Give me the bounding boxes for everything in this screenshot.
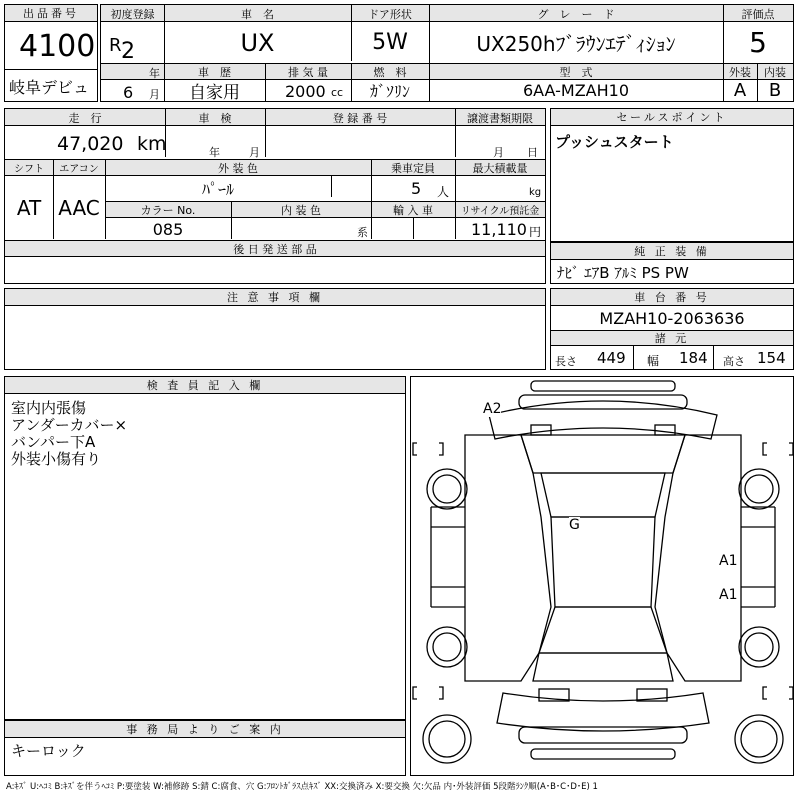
dims-label: 諸 元 bbox=[551, 330, 793, 346]
office-box bbox=[4, 720, 406, 776]
score: 5 bbox=[749, 26, 767, 59]
shift-label: シフト bbox=[14, 164, 44, 175]
car-name: UX bbox=[240, 28, 275, 57]
fuel: ｶﾞｿﾘﾝ bbox=[369, 82, 410, 101]
legend-text: A:ｷｽﾞ U:ﾍｺﾐ B:ｷｽﾞを伴うﾍｺﾐ P:要塗装 W:補修跡 S:錆 C:腐食、穴 G:ﾌﾛﾝﾄｶﾞﾗｽ点ｷｽﾞ XX:交換済み X:要交換 欠:欠品 内･外装評価 5段階ﾗﾝｸ順(A･B･C･D･E) 1 bbox=[6, 782, 598, 792]
inspector-line-4: 外装小傷有り bbox=[11, 450, 102, 468]
disp-unit: cc bbox=[331, 86, 344, 99]
month-unit: 月 bbox=[149, 88, 160, 101]
car-diagram bbox=[410, 376, 794, 776]
recycle-fee: 11,110 bbox=[471, 220, 527, 239]
door-label: ドア形状 bbox=[368, 7, 412, 21]
damage-mark-a1-rear: A1 bbox=[719, 587, 738, 603]
history: 自家用 bbox=[189, 83, 240, 103]
import-label: 輸 入 車 bbox=[393, 203, 433, 217]
inspector-line-2: アンダーカバー× bbox=[11, 416, 128, 434]
color-number: 085 bbox=[152, 219, 184, 239]
lot-number: 4100 bbox=[19, 29, 96, 64]
later-parts-label: 後 日 発 送 部 品 bbox=[233, 242, 317, 256]
load-label: 最大積載量 bbox=[472, 161, 528, 175]
sales-point-box bbox=[550, 108, 794, 242]
load-unit: kg bbox=[529, 187, 542, 198]
transfer-label: 譲渡書類期限 bbox=[467, 111, 533, 125]
transfer-month-unit: 月 bbox=[493, 146, 504, 159]
first-reg-label: 初度登録 bbox=[110, 7, 155, 21]
exterior-color: ﾊﾟｰﾙ bbox=[201, 180, 234, 199]
notes-label: 注 意 事 項 欄 bbox=[5, 289, 545, 306]
inspect-year-unit: 年 bbox=[209, 146, 220, 159]
capacity-label: 乗車定員 bbox=[391, 161, 435, 175]
mileage: 47,020 bbox=[57, 133, 124, 155]
length-label: 長さ bbox=[555, 355, 577, 368]
recycle-unit: 円 bbox=[529, 225, 542, 239]
chassis-label: 車 台 番 号 bbox=[551, 289, 793, 306]
width-label: 幅 bbox=[647, 354, 660, 368]
era: R bbox=[109, 35, 122, 56]
int-label: 内装 bbox=[764, 65, 786, 79]
height-label: 高さ bbox=[723, 355, 745, 368]
regno-label: 登 録 番 号 bbox=[332, 111, 388, 125]
exterior-grade: A bbox=[733, 80, 747, 101]
sales-point-label: セールスポイント bbox=[551, 109, 793, 126]
sales-point-text: プッシュスタート bbox=[555, 133, 674, 151]
fuel-label: 燃 料 bbox=[373, 65, 407, 79]
history-label: 車 歴 bbox=[198, 65, 231, 79]
car-name-label: 車 名 bbox=[241, 7, 274, 21]
inspection-label: 車 検 bbox=[198, 111, 232, 125]
capacity: 5 bbox=[411, 179, 422, 198]
equipment-box bbox=[550, 242, 794, 284]
lot-box bbox=[4, 4, 98, 102]
damage-mark-g: G bbox=[569, 517, 580, 533]
damage-mark-a1-front: A1 bbox=[719, 553, 738, 569]
chassis-box bbox=[550, 288, 794, 370]
venue-name: 岐阜デビュ bbox=[9, 78, 90, 97]
intcolor-label: 内 装 色 bbox=[281, 203, 321, 217]
inspector-line-3: バンパー下A bbox=[11, 433, 96, 451]
model-code: 6AA-MZAH10 bbox=[522, 81, 630, 100]
grade-label: グ レ ー ド bbox=[537, 7, 615, 21]
colorno-label: カラー No. bbox=[140, 203, 196, 217]
displacement: 2000 bbox=[285, 82, 326, 101]
detail-table bbox=[4, 108, 546, 284]
year-unit: 年 bbox=[149, 67, 160, 80]
door-type: 5W bbox=[372, 30, 408, 55]
inspector-line-1: 室内内張傷 bbox=[11, 399, 87, 417]
mileage-unit: km bbox=[137, 133, 167, 155]
shift: AT bbox=[16, 196, 42, 220]
ac-label: エアコン bbox=[59, 164, 99, 175]
lot-label: 出品番号 bbox=[5, 5, 97, 22]
chassis-number: MZAH10-2063636 bbox=[599, 308, 745, 328]
office-label: 事 務 局 よ り ご 案 内 bbox=[5, 721, 405, 738]
ext-label: 外装 bbox=[729, 65, 751, 79]
office-text: キーロック bbox=[11, 742, 86, 760]
interior-grade: B bbox=[768, 80, 782, 101]
model-label: 型 式 bbox=[559, 65, 593, 79]
score-label: 評価点 bbox=[741, 7, 775, 21]
first-reg-year: 2 bbox=[121, 39, 135, 64]
equipment-label: 純 正 装 備 bbox=[551, 243, 793, 260]
spec-table bbox=[100, 4, 794, 102]
color-label: 外 装 色 bbox=[218, 161, 258, 175]
inspector-box bbox=[4, 376, 406, 720]
grade: UX250hﾌﾞﾗｳﾝｴﾃﾞｨｼｮﾝ bbox=[476, 32, 676, 56]
transfer-day-unit: 日 bbox=[527, 146, 538, 159]
damage-mark-a2: A2 bbox=[483, 401, 502, 417]
air-conditioner: AAC bbox=[58, 196, 100, 220]
disp-label: 排 気 量 bbox=[288, 65, 328, 79]
height: 154 bbox=[757, 349, 786, 367]
car-outline bbox=[411, 377, 795, 777]
width: 184 bbox=[679, 349, 708, 367]
equipment-text: ﾅﾋﾞ ｴｱB ｱﾙﾐ PS PW bbox=[557, 264, 689, 282]
length: 449 bbox=[597, 349, 626, 367]
first-reg-month: 6 bbox=[123, 83, 134, 102]
inspector-label: 検 査 員 記 入 欄 bbox=[5, 377, 405, 394]
capacity-unit: 人 bbox=[437, 185, 450, 199]
notes-box bbox=[4, 288, 546, 370]
mileage-label: 走 行 bbox=[68, 111, 102, 125]
recycle-label: リサイクル預託金 bbox=[460, 206, 540, 217]
inspect-month-unit: 月 bbox=[249, 146, 260, 159]
intcolor-unit: 系 bbox=[357, 226, 368, 239]
